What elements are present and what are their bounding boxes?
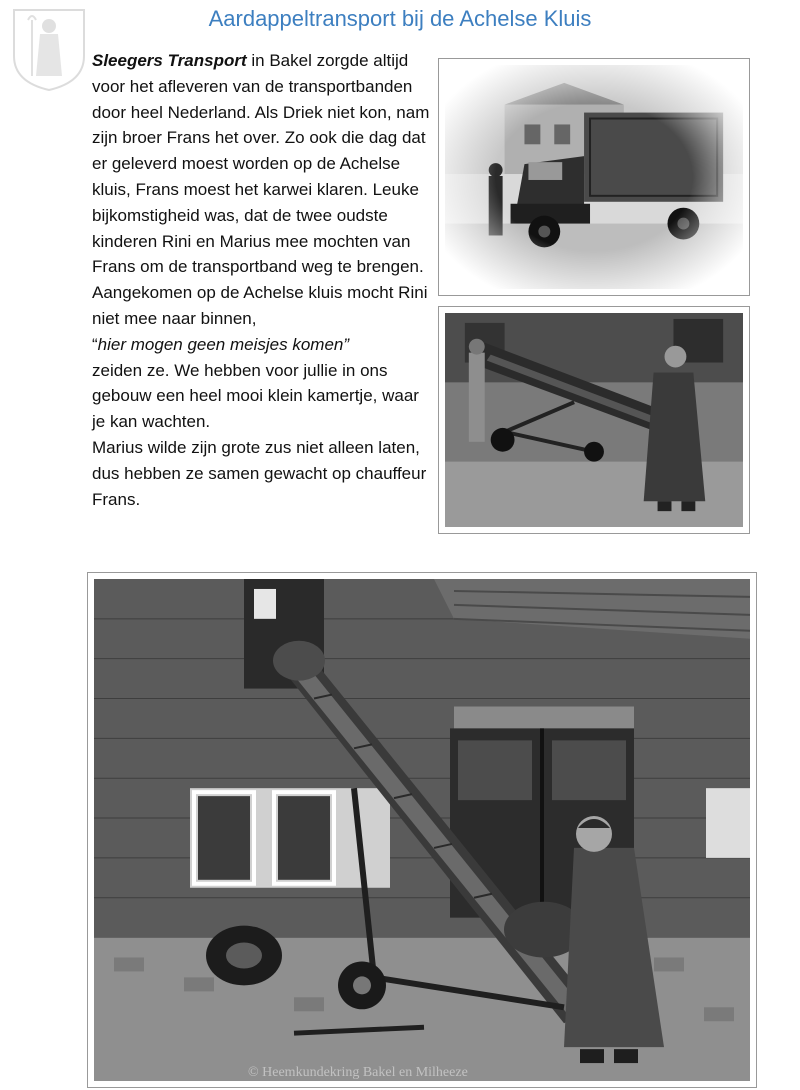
paragraph-1: Sleegers Transport in Bakel zorgde altijd voor het afleveren van de transportbanden door heel Nederland. Als Driek niet kon, nam zijn broer Frans het over. Zo ook die dag dat er geleverd moest worden op de Achelse kluis, Frans moest het karwei klaren. Leuke bijkomstigheid was, dat de twee oudste kinderen Rini en Marius mee mochten van Frans om de transportband weg te brengen. Aangekomen op de Achelse kluis mocht Rini niet mee naar binnen, “hier mogen geen meisjes komen” zeiden ze. We hebben voor jullie in ons gebouw een heel mooi klein kamertje, waar je kan wachten. — [92, 51, 430, 432]
monk-loading-conveyor-photo — [87, 572, 757, 1088]
conveyor-belt-photo — [438, 306, 750, 534]
page-title: Aardappeltransport bij de Achelse Kluis — [208, 6, 592, 31]
company-name: Sleegers Transport — [92, 51, 247, 70]
paragraph-2: Marius wilde zijn grote zus niet alleen laten, dus hebben ze samen gewacht op chauffeur Frans. — [92, 437, 427, 509]
quote: hier mogen geen meisjes komen” — [97, 334, 350, 354]
article-text — [92, 48, 432, 512]
photo-watermark: © Heemkundekring Bakel en Milheeze — [248, 1065, 468, 1080]
truck-photo — [438, 58, 750, 296]
